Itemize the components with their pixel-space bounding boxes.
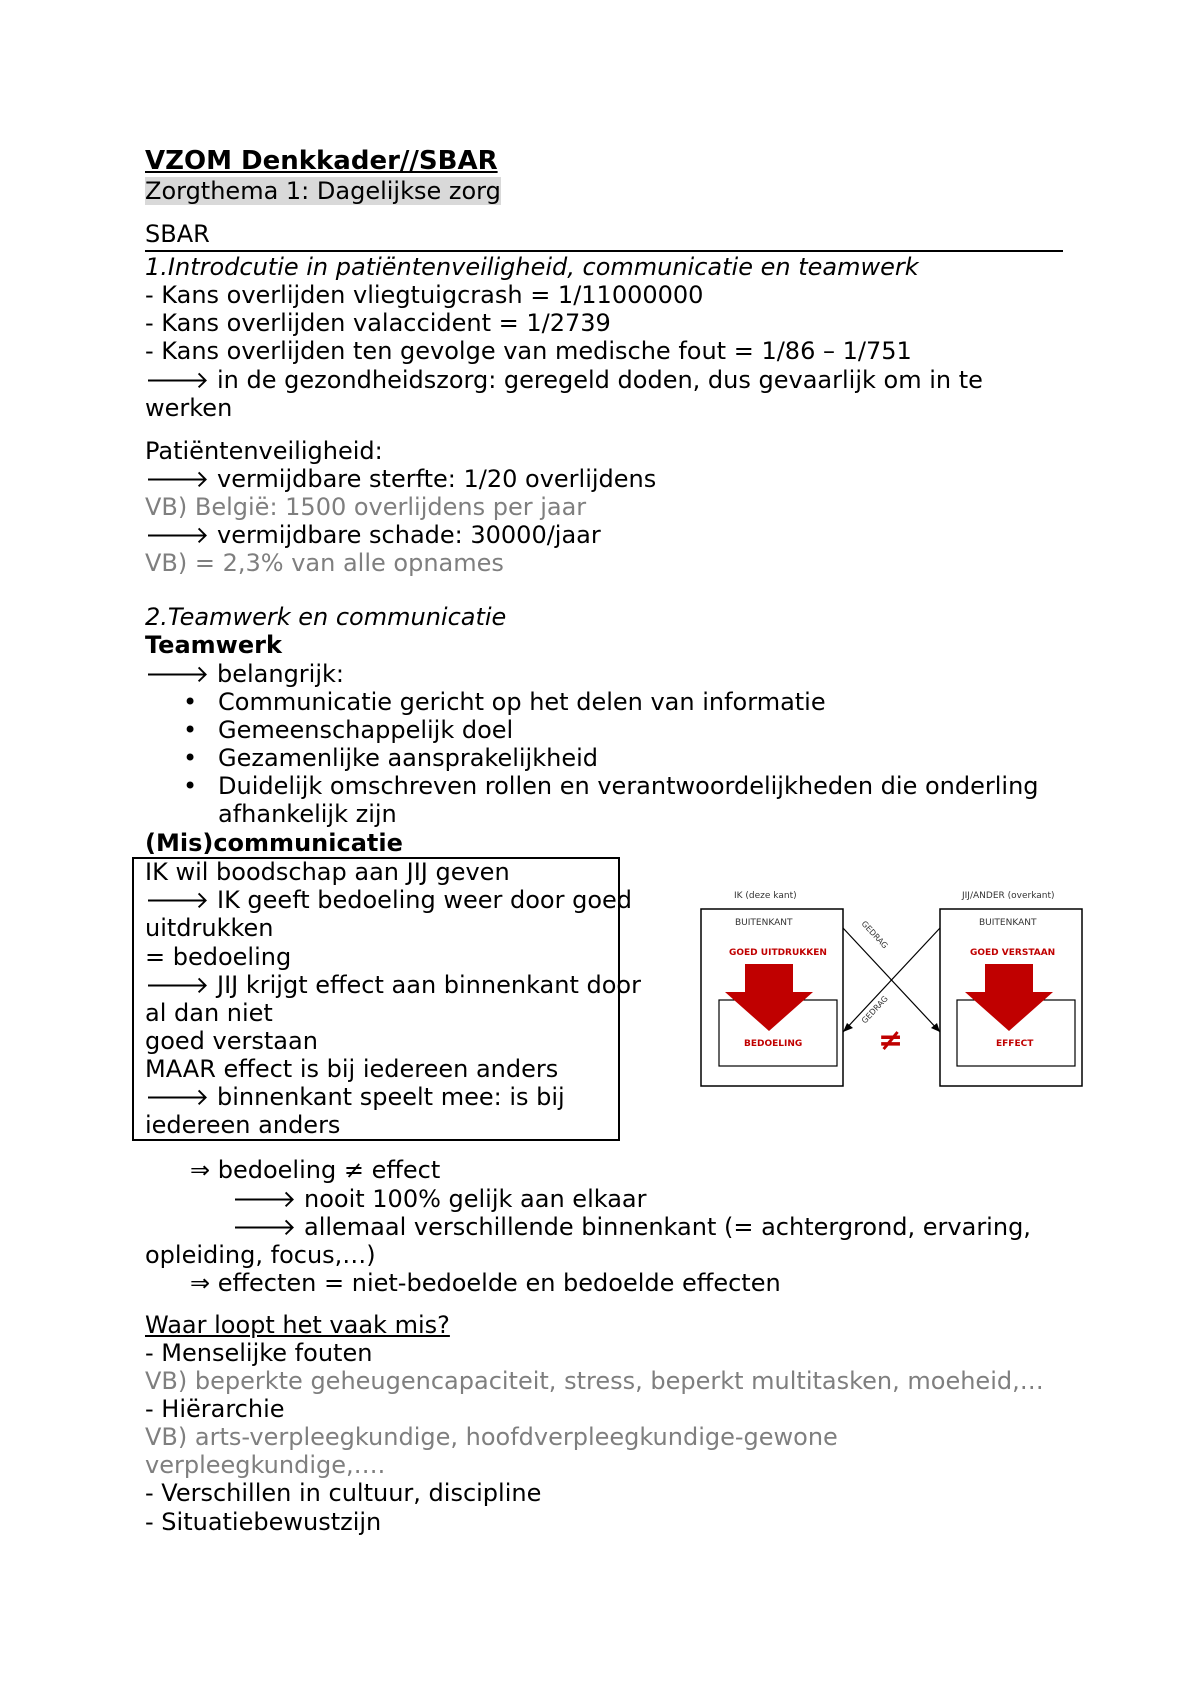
section3-example: verpleegkundige,…. bbox=[145, 1451, 386, 1479]
diagram-cross-label-b: GEDRAG bbox=[859, 994, 890, 1026]
box-line: MAAR effect is bij iedereen anders bbox=[145, 1055, 559, 1083]
safety-label: Patiëntenveiligheid: bbox=[145, 437, 383, 465]
section3-example: VB) beperkte geheugencapaciteit, stress, beperkt multitasken, moeheid,… bbox=[145, 1367, 1044, 1395]
bullet-item: Communicatie gericht op het delen van informatie bbox=[218, 688, 826, 716]
box-line: IK wil boodschap aan JIJ geven bbox=[145, 858, 510, 886]
box-line: = bedoeling bbox=[145, 943, 292, 971]
box-line: goed verstaan bbox=[145, 1027, 318, 1055]
safety-line: 🡒 vermijdbare sterfte: 1/20 overlijdens bbox=[145, 465, 657, 493]
section1-line: - Kans overlijden vliegtuigcrash = 1/11000000 bbox=[145, 281, 704, 309]
document-title: VZOM Denkkader//SBAR bbox=[145, 146, 498, 176]
communication-diagram bbox=[695, 886, 1087, 1092]
box-line: uitdrukken bbox=[145, 914, 274, 942]
bullet-dot: • bbox=[183, 688, 198, 716]
bullet-dot: • bbox=[183, 716, 198, 744]
box-line: 🡒 binnenkant speelt mee: is bij bbox=[145, 1083, 565, 1111]
bullet-item: Duidelijk omschreven rollen en verantwoordelijkheden die onderling bbox=[218, 772, 1039, 800]
diagram-left-inner-label: BEDOELING bbox=[744, 1039, 803, 1049]
box-line: 🡒 JIJ krijgt effect aan binnenkant door bbox=[145, 971, 641, 999]
after-line: 🡒 nooit 100% gelijk aan elkaar bbox=[232, 1185, 647, 1213]
box-line: iedereen anders bbox=[145, 1111, 341, 1139]
teamwerk-label: Teamwerk bbox=[145, 631, 282, 659]
section3-line: - Situatiebewustzijn bbox=[145, 1508, 382, 1536]
bullet-dot: • bbox=[183, 772, 198, 800]
after-line: ⇒ effecten = niet-bedoelde en bedoelde effecten bbox=[190, 1269, 781, 1297]
diagram-right-outer-label: BUITENKANT bbox=[979, 918, 1037, 928]
diagram-right-caption: JIJ/ANDER (overkant) bbox=[962, 891, 1055, 901]
bullet-item: Gemeenschappelijk doel bbox=[218, 716, 514, 744]
after-line: opleiding, focus,…) bbox=[145, 1241, 376, 1269]
safety-line: 🡒 vermijdbare schade: 30000/jaar bbox=[145, 521, 601, 549]
section2-heading: 2.Teamwerk en communicatie bbox=[145, 603, 507, 631]
section1-line: 🡒 in de gezondheidszorg: geregeld doden, dus gevaarlijk om in te bbox=[145, 366, 983, 394]
bullet-dot: • bbox=[183, 744, 198, 772]
diagram-left-caption: IK (deze kant) bbox=[734, 891, 797, 901]
section3-heading: Waar loopt het vaak mis? bbox=[145, 1311, 450, 1339]
section3-line: - Menselijke fouten bbox=[145, 1339, 373, 1367]
section3-example: VB) arts-verpleegkundige, hoofdverpleegkundige-gewone bbox=[145, 1423, 838, 1451]
document-subtitle: Zorgthema 1: Dagelijkse zorg bbox=[145, 177, 501, 205]
diagram-not-equal-symbol: ≠ bbox=[878, 1023, 904, 1058]
diagram-right-inner-label: EFFECT bbox=[996, 1039, 1034, 1049]
diagram-left-action: GOED UITDRUKKEN bbox=[729, 948, 827, 958]
bullet-item-continued: afhankelijk zijn bbox=[218, 800, 397, 828]
after-line: ⇒ bedoeling ≠ effect bbox=[190, 1156, 441, 1184]
box-line: al dan niet bbox=[145, 999, 273, 1027]
section1-line: werken bbox=[145, 394, 233, 422]
box-line: 🡒 IK geeft bedoeling weer door goed bbox=[145, 886, 633, 914]
section1-heading: 1.Introdcutie in patiëntenveiligheid, communicatie en teamwerk bbox=[145, 253, 919, 281]
diagram-cross-arrowhead-b bbox=[843, 1023, 853, 1032]
heading-rule bbox=[145, 250, 1063, 252]
sbar-heading: SBAR bbox=[145, 220, 210, 248]
bullet-item: Gezamenlijke aansprakelijkheid bbox=[218, 744, 598, 772]
section1-line: - Kans overlijden ten gevolge van medische fout = 1/86 – 1/751 bbox=[145, 337, 912, 365]
diagram-right-action: GOED VERSTAAN bbox=[970, 948, 1056, 958]
after-line: 🡒 allemaal verschillende binnenkant (= achtergrond, ervaring, bbox=[232, 1213, 1031, 1241]
safety-example: VB) = 2,3% van alle opnames bbox=[145, 549, 504, 577]
diagram-cross-label-a: GEDRAG bbox=[859, 919, 890, 951]
safety-example: VB) België: 1500 overlijdens per jaar bbox=[145, 493, 587, 521]
section3-line: - Verschillen in cultuur, discipline bbox=[145, 1479, 542, 1507]
belangrijk-line: 🡒 belangrijk: bbox=[145, 660, 344, 688]
diagram-left-outer-label: BUITENKANT bbox=[735, 918, 793, 928]
mis-communicatie-label: (Mis)communicatie bbox=[145, 829, 403, 857]
section3-line: - Hiërarchie bbox=[145, 1395, 285, 1423]
section1-line: - Kans overlijden valaccident = 1/2739 bbox=[145, 309, 611, 337]
